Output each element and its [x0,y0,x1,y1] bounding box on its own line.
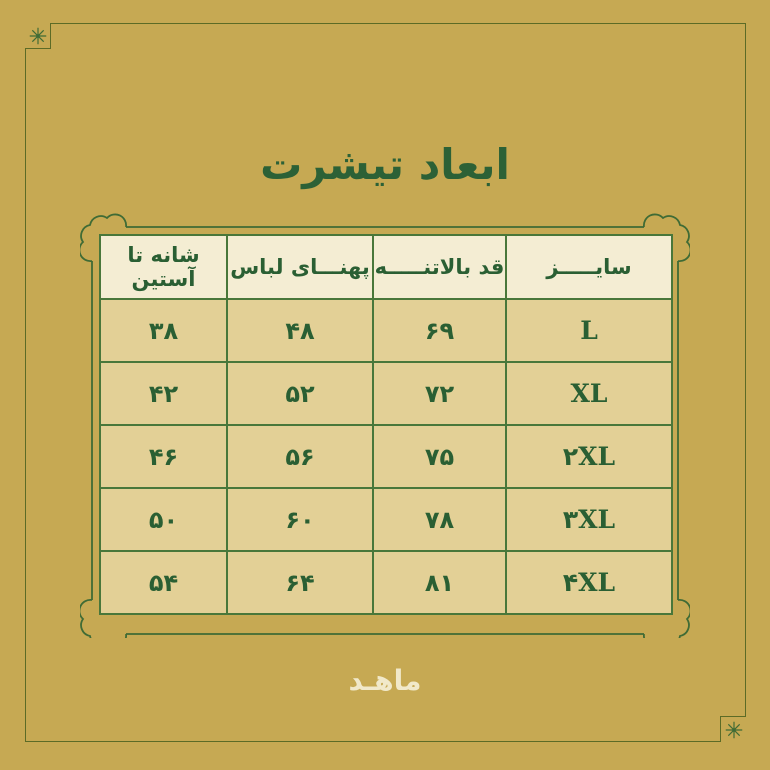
bodice-length-value: ۷۲ [373,362,506,425]
table-row [100,551,672,614]
garment-width-value: ۵۶ [227,425,373,488]
shoulder-to-sleeve-value: ۳۸ [100,299,227,362]
size-label: ۳XL [506,488,672,551]
col-header-shoulder-to-sleeve: شانه تا آستین [100,235,227,299]
garment-width-value: ۴۸ [227,299,373,362]
shoulder-to-sleeve-value: ۵۰ [100,488,227,551]
eight-spoked-star-icon [27,25,49,47]
size-label: ۲XL [506,425,672,488]
table-row [100,425,672,488]
eight-spoked-star-icon [723,719,745,741]
bodice-length-value: ۷۸ [373,488,506,551]
header-row [100,235,672,299]
page-title: ابعاد تیشرت [260,140,510,189]
table-row [100,362,672,425]
bodice-length-value: ۷۵ [373,425,506,488]
garment-width-value: ۶۴ [227,551,373,614]
table-row [100,299,672,362]
shoulder-to-sleeve-value: ۴۲ [100,362,227,425]
size-label: XL [506,362,672,425]
size-label: ۴XL [506,551,672,614]
table-row [100,488,672,551]
corner-ornament-top-left [25,23,51,49]
corner-ornament-bottom-right [720,716,746,742]
col-header-garment-width: پهنـــای لباس [227,235,373,299]
garment-width-value: ۶۰ [227,488,373,551]
garment-width-value: ۵۲ [227,362,373,425]
size-chart-table [99,234,673,615]
col-header-bodice-length: قد بالاتنـــــه [373,235,506,299]
shoulder-to-sleeve-value: ۵۴ [100,551,227,614]
col-header-size: سایـــــز [506,235,672,299]
shoulder-to-sleeve-value: ۴۶ [100,425,227,488]
bodice-length-value: ۸۱ [373,551,506,614]
size-label: L [506,299,672,362]
brand-logo: ماهـد [348,664,422,697]
bodice-length-value: ۶۹ [373,299,506,362]
